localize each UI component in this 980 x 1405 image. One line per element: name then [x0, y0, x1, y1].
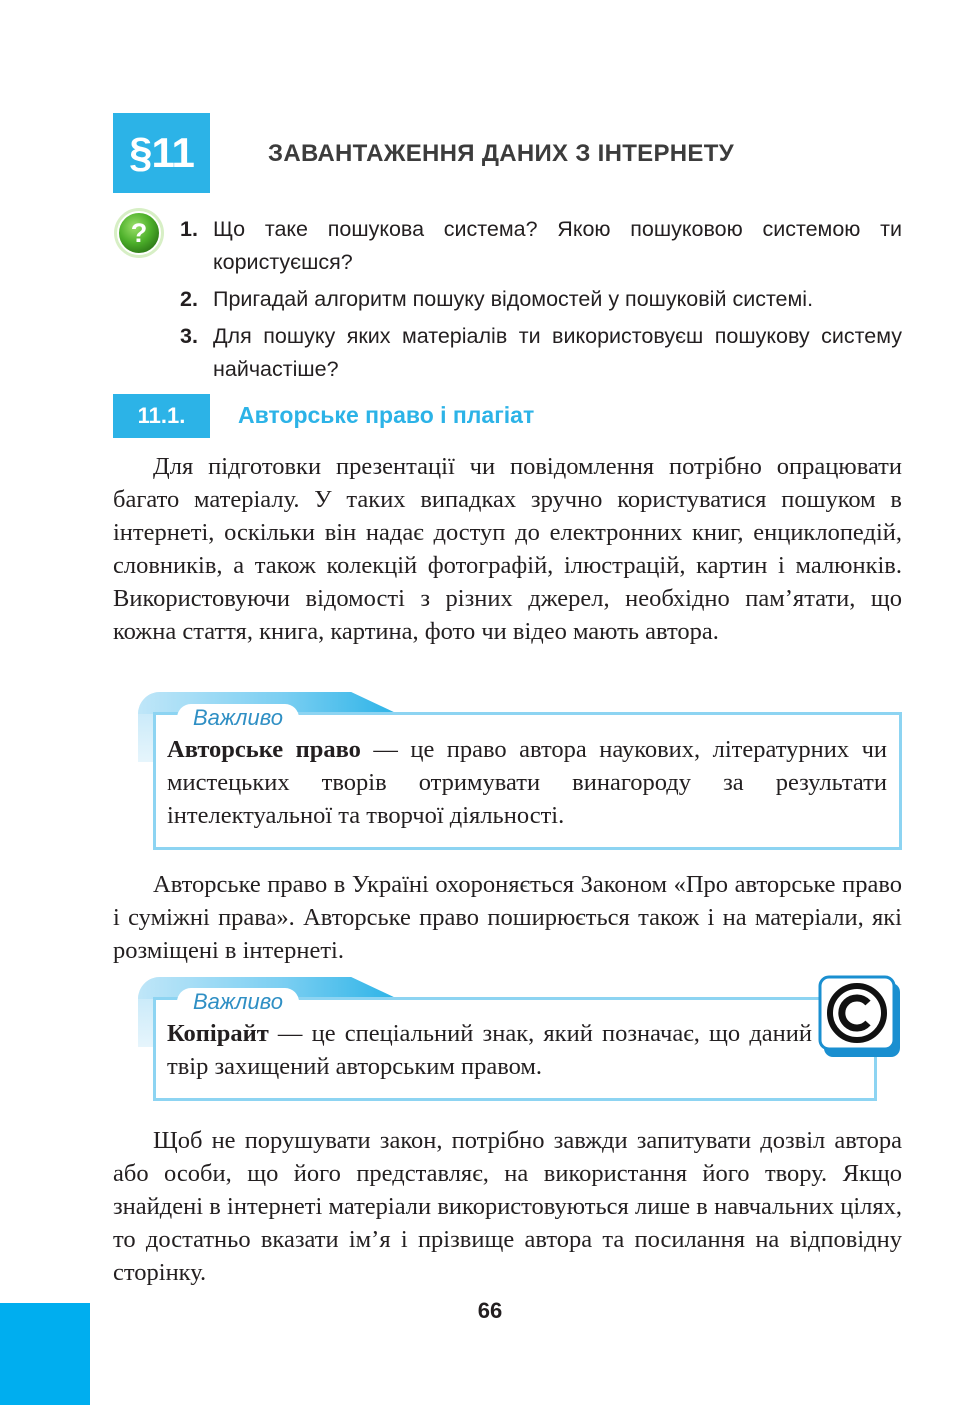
defined-term: Копірайт [167, 1020, 269, 1047]
svg-text:?: ? [130, 218, 148, 248]
copyright-icon [818, 975, 902, 1059]
important-label: Важливо [177, 988, 299, 1016]
question-item [180, 320, 902, 386]
important-label: Важливо [177, 704, 299, 732]
question-number: 1. [180, 217, 198, 241]
section-number-badge: §11 [113, 113, 210, 193]
review-questions [180, 213, 902, 390]
important-definition [167, 1017, 812, 1083]
page-number: 66 [477, 1298, 503, 1323]
question-text: Що таке пошукова система? Якою пошуковою системою ти користуєшся? [213, 217, 902, 274]
definition-text: — це право автора наукових, літературних чи мистецьких творів отримувати винагороду за результати інтелектуальної та творчої діяльності. [167, 736, 887, 829]
corner-color-block [0, 1303, 90, 1405]
definition-text: — це спеціальний знак, який позначає, що даний твір захищений авторським правом. [167, 1020, 812, 1080]
question-mark-icon [113, 207, 165, 259]
body-paragraph: Щоб не порушувати закон, потрібно завжди запитувати дозвіл автора або особи, що його представляє, на використання його твору. Якщо знайдені в інтернеті матеріали використовуються лише в навчальних цілях, то достатньо вказати ім’я і прізвище автора та посилання на відповідну сторінку. [113, 1127, 902, 1286]
section-title: ЗАВАНТАЖЕННЯ ДАНИХ З ІНТЕРНЕТУ [268, 140, 734, 167]
question-text: Пригадай алгоритм пошуку відомостей у пошуковій системі. [213, 287, 814, 311]
question-item [180, 283, 902, 316]
defined-term: Авторське право [167, 736, 361, 763]
subsection-number-badge: 11.1. [113, 394, 210, 438]
question-number: 3. [180, 324, 198, 348]
question-number: 2. [180, 287, 198, 311]
question-item [180, 213, 902, 279]
subsection-title: Авторське право і плагіат [238, 402, 535, 428]
important-definition [167, 733, 887, 832]
body-paragraph: Авторське право в Україні охороняється Законом «Про авторське право і суміжні права». Авторське право поширюється також і на матеріали, які розміщені в інтернеті. [113, 871, 902, 964]
question-text: Для пошуку яких матеріалів ти використовуєш пошукову систему найчастіше? [213, 324, 902, 381]
body-paragraph: Для підготовки презентації чи повідомлення потрібно опрацювати багато матеріалу. У таких випадках зручно користуватися пошуком в інтернеті, оскільки він надає доступ до електронних книг, енциклопедій, словників, а також колекцій фотографій, ілюстрацій, картин і малюнків. Використовуючи відомості з різних джерел, необхідно пам’ятати, що кожна стаття, книга, картина, фото чи відео мають автора. [113, 453, 902, 645]
